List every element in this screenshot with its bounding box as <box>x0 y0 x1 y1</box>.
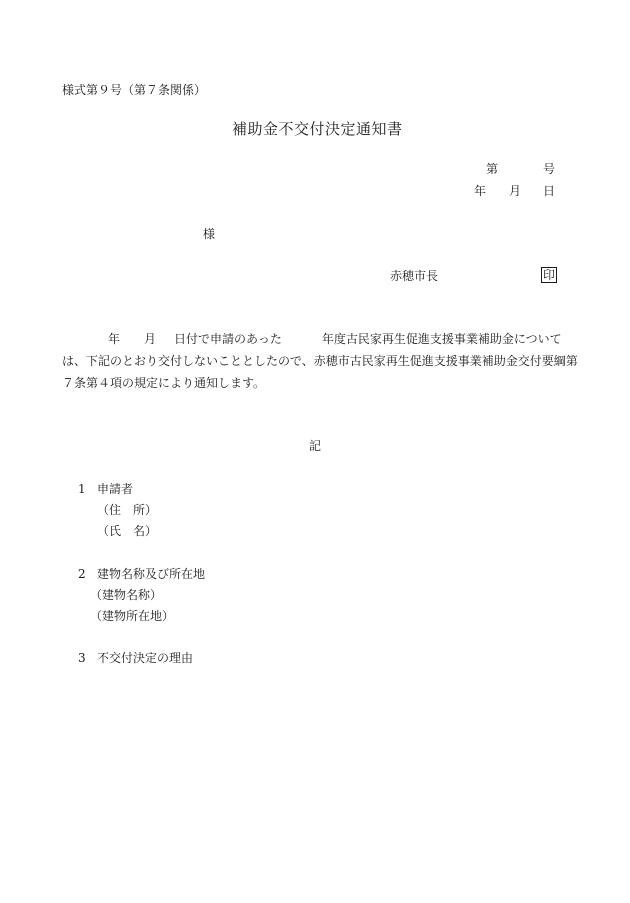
body-text-1: 日付で申請のあった <box>174 332 282 346</box>
item-1-sub-2: （氏 名） <box>97 524 158 538</box>
body-line-3: ７条第４項の規定により通知します。 <box>62 376 266 390</box>
form-number: 様式第９号（第７条関係） <box>62 83 207 97</box>
body-line-1 <box>62 328 582 350</box>
date-month: 月 <box>509 184 522 198</box>
body-line-2: は、下記のとおり交付しないこととしたので、赤穂市古民家再生促進支援事業補助金交付要綱第 <box>62 354 578 368</box>
item-1-label: 申請者 <box>97 482 134 496</box>
seal-mark <box>541 267 557 283</box>
issuer-name: 赤穂市長 <box>390 269 439 283</box>
ki-heading: 記 <box>309 439 322 453</box>
item-2-number: 2 <box>78 567 86 581</box>
addressee-suffix: 様 <box>203 227 216 241</box>
body-year: 年 <box>108 332 121 346</box>
body-text-1b: 年度古民家再生促進支援事業補助金について <box>321 332 562 346</box>
item-1-sub-1: （住 所） <box>97 503 158 517</box>
item-1-number: 1 <box>78 482 86 496</box>
item-3-label: 不交付決定の理由 <box>97 651 194 665</box>
date-year: 年 <box>474 184 487 198</box>
item-2-sub-2: （建物所在地） <box>90 609 175 623</box>
body-month: 月 <box>144 332 157 346</box>
doc-number-dai: 第 <box>486 162 499 176</box>
body-paragraph <box>62 328 582 394</box>
item-3-number: 3 <box>78 651 86 665</box>
seal-icon: 印 <box>543 268 556 282</box>
document-title: 補助金不交付決定通知書 <box>232 120 403 138</box>
item-2-label: 建物名称及び所在地 <box>97 567 206 581</box>
doc-number-go: 号 <box>543 162 556 176</box>
date-day: 日 <box>543 184 556 198</box>
item-2-sub-1: （建物名称） <box>90 588 163 602</box>
